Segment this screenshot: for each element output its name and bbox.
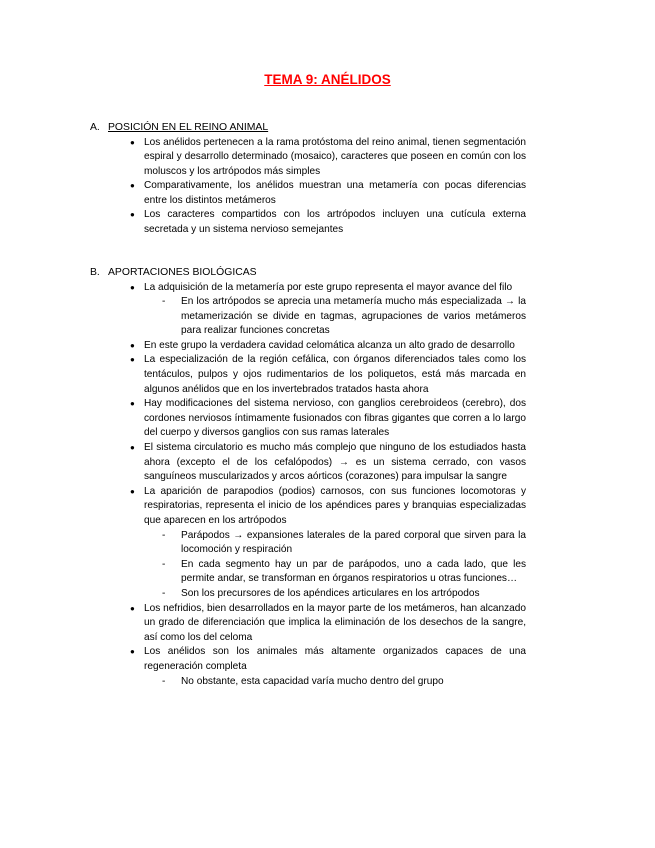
section-heading [90,121,526,136]
bullet-icon: ● [130,137,135,147]
list-item-text: Hay modificaciones del sistema nervioso, con ganglios cerebroideos (cerebro), dos cordones nerviosos íntimamente fusionados con fibras gigantes que corren a lo largo del cuerpo y diversos ganglios con sus ramas laterales [144,398,526,439]
list-item [90,602,526,646]
bullet-icon: ● [130,647,135,657]
bullet-icon: ● [130,399,135,409]
list-item [90,179,526,208]
document-title: TEMA 9: ANÉLIDOS [264,72,391,87]
dash-icon: - [162,558,166,570]
section-aportaciones-biologicas [90,266,526,689]
list-item [90,441,526,485]
bullet-icon: ● [130,603,135,613]
bullet-icon: ● [130,443,135,453]
sub-list-item-text: Son los precursores de los apéndices articulares en los artrópodos [181,587,480,599]
sub-list-item-text: Parápodos → expansiones laterales de la pared corporal que sirven para la locomoción y respiración [181,529,526,556]
sub-list-item [144,558,526,587]
bullet-icon: ● [130,282,135,292]
list-item-text: En este grupo la verdadera cavidad celomática alcanza un alto grado de desarrollo [144,339,515,351]
sub-list-item [144,675,526,690]
bullet-list [90,136,526,238]
sub-list-item [144,529,526,558]
section-title: APORTACIONES BIOLÓGICAS [108,267,257,278]
list-item-text: La adquisición de la metamería por este grupo representa el mayor avance del filo [144,281,513,293]
sub-bullet-list [144,529,526,602]
section-heading [90,266,526,281]
list-item [90,339,526,354]
sub-list-item-text: En cada segmento hay un par de parápodos, uno a cada lado, que les permite andar, se transforman en órganos respiratorios u otras funciones… [181,558,526,585]
list-item [90,485,526,602]
list-item-text: Los anélidos pertenecen a la rama protóstoma del reino animal, tienen segmentación espiral y desarrollo determinado (mosaico), caracteres que poseen en común con los moluscos y los artrópodos más simples [144,136,526,177]
bullet-icon: ● [130,181,135,191]
list-item-text: Los anélidos son los animales más altamente organizados capaces de una regeneración completa [144,646,526,672]
list-item-text: La especialización de la región cefálica, con órganos diferenciados tales como los tentáculos, pulpos y ojos rudimentarios de los poliquetos, está más marcada en algunos anélidos que en los invertebrados tratados hasta ahora [144,354,526,395]
list-item-text: La aparición de parapodios (podios) carnosos, con sus funciones locomotoras y respiratorias, representa el inicio de los apéndices pares y branquias especializadas que aparecen en los artrópodos [144,485,526,526]
list-item [90,353,526,397]
sub-list-item-text: En los artrópodos se aprecia una metamería mucho más especializada → la metamerización se divide en tagmas, agrupaciones de varios metámeros para realizar funciones concretas [181,296,526,337]
dash-icon: - [162,529,166,541]
list-item [90,281,526,339]
bullet-icon: ● [130,486,135,496]
dash-icon: - [162,587,166,599]
list-item [90,397,526,441]
section-letter: A. [90,122,100,133]
sub-list-item [144,587,526,602]
dash-icon: - [162,675,166,687]
list-item-text: Comparativamente, los anélidos muestran una metamería con pocas diferencias entre los distintos metámeros [144,180,526,206]
list-item [90,208,526,237]
sub-list-item-text: No obstante, esta capacidad varía mucho dentro del grupo [181,675,444,687]
sub-list-item [144,295,526,339]
bullet-icon: ● [130,340,135,350]
sub-bullet-list [144,295,526,339]
list-item [90,645,526,689]
sub-bullet-list [144,675,526,690]
section-posicion-reino-animal [90,121,526,238]
list-item [90,136,526,180]
bullet-icon: ● [130,355,135,365]
section-letter: B. [90,267,100,278]
section-title: POSICIÓN EN EL REINO ANIMAL [108,122,269,133]
dash-icon: - [162,296,166,308]
list-item-text: Los nefridios, bien desarrollados en la mayor parte de los metámeros, han alcanzado un grado de diferenciación que implica la eliminación de los desechos de la sangre, así como los del celoma [144,602,526,643]
list-item-text: El sistema circulatorio es mucho más complejo que ninguno de los estudiados hasta ahora (excepto el de los cefalópodos) → es un sistema cerrado, con vasos sanguíneos muscularizados y arcos aórticos (corazones) para impulsar la sangre [144,442,526,483]
bullet-icon: ● [130,210,135,220]
bullet-list [90,281,526,690]
list-item-text: Los caracteres compartidos con los artrópodos incluyen una cutícula externa secretada y un sistema nervioso semejantes [144,209,526,236]
